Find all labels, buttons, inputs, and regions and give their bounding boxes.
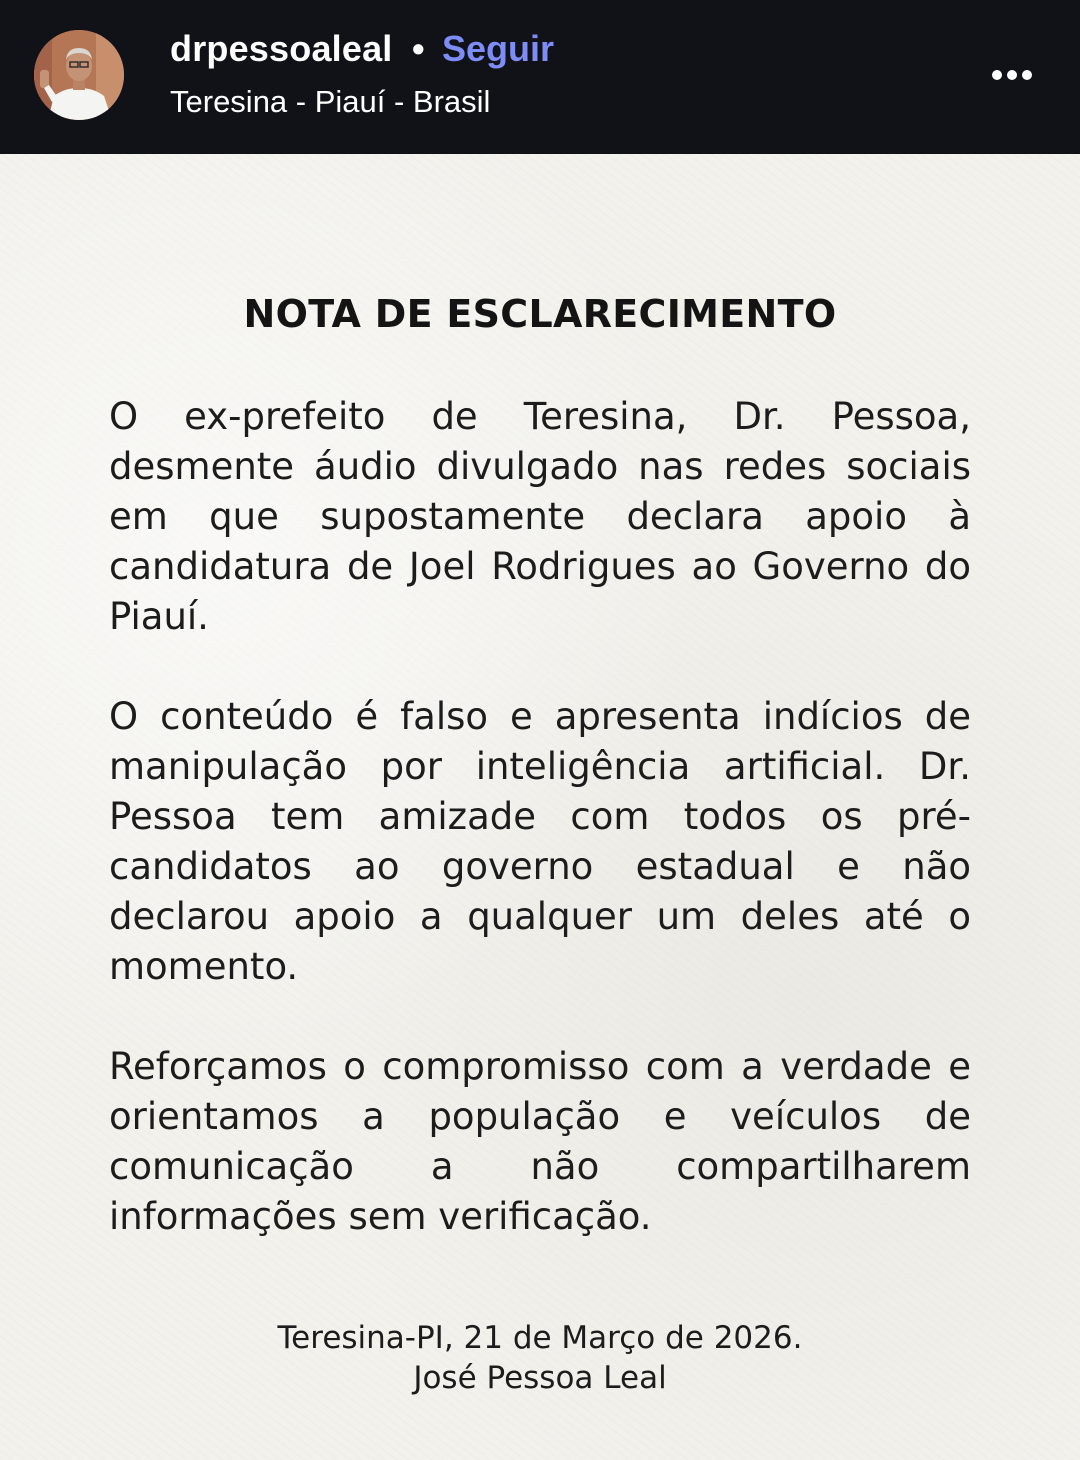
note-paragraph-2: O conteúdo é falso e apresenta indícios de manipulação por inteligência artificial. Dr. Pessoa tem amizade com todos os pré-candidatos ao governo estadual e não declarou apoio a qualquer um deles até o momento. [109,695,971,988]
avatar[interactable] [34,30,124,120]
note-paragraph-3: Reforçamos o compromisso com a verdade e orientamos a população e veículos de comunicação a não compartilharem informações sem verificação. [109,1045,971,1238]
follow-button[interactable]: Seguir [442,28,555,69]
location-link[interactable]: Teresina - Piauí - Brasil [170,84,491,119]
more-horizontal-icon-dot-3 [1022,70,1032,80]
username-link[interactable]: drpessoaleal [170,28,393,69]
note-title: NOTA DE ESCLARECIMENTO [243,292,837,336]
more-options-button[interactable] [982,58,1042,94]
note-paragraph-1: O ex-prefeito de Teresina, Dr. Pessoa, desmente áudio divulgado nas redes sociais em que supostamente declara apoio à candidatura de Joel Rodrigues ao Governo do Piauí. [109,395,971,638]
separator-dot: • [412,28,425,69]
profile-photo-icon [34,30,124,120]
note-signature: José Pessoa Leal [413,1360,667,1396]
more-horizontal-icon-dot-2 [1007,70,1017,80]
note-date-line: Teresina-PI, 21 de Março de 2026. [277,1320,803,1356]
post-header [0,0,1080,154]
post-image[interactable] [0,154,1080,1460]
more-horizontal-icon [992,70,1002,80]
